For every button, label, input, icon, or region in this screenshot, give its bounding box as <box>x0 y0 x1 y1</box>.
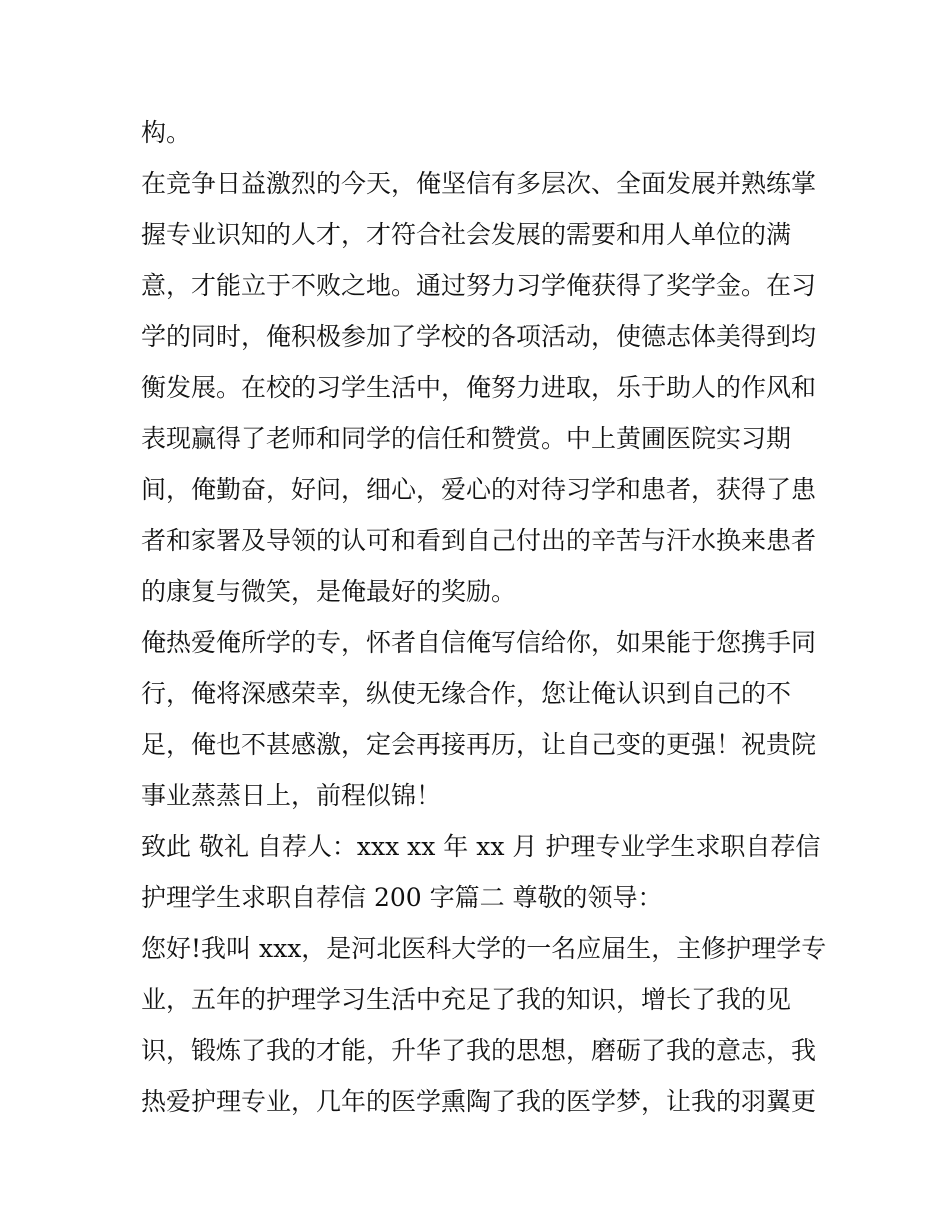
text-line: 事业蒸蒸日上，前程似锦！ <box>141 781 442 810</box>
text-line: 识，锻炼了我的才能，升华了我的思想，磨砺了我的意志，我 <box>141 1036 817 1065</box>
text-line: 您好!我叫 xxx，是河北医科大学的一名应届生，主修护理学专 <box>141 934 827 963</box>
text-line: 表现赢得了老师和同学的信任和赞赏。中上黄圃医院实习期 <box>141 424 792 453</box>
text-line: 致此 敬礼 自荐人：xxx xx 年 xx 月 护理专业学生求职自荐信 <box>141 832 821 861</box>
text-line: 行，俺将深感荣幸，纵使无缘合作，您让俺认识到自己的不 <box>141 679 792 708</box>
text-line: 者和家署及导领的认可和看到自己付出的辛苦与汗水换来患者 <box>141 526 817 555</box>
text-line: 热爱护理专业，几年的医学熏陶了我的医学梦，让我的羽翼更 <box>141 1087 817 1116</box>
document-body <box>141 107 841 1127</box>
text-line: 在竞争日益激烈的今天，俺坚信有多层次、全面发展并熟练掌 <box>141 169 817 198</box>
text-line: 学的同时，俺积极参加了学校的各项活动，使德志体美得到均 <box>141 322 817 351</box>
text-line: 间，俺勤奋，好问，细心，爱心的对待习学和患者，获得了患 <box>141 475 817 504</box>
text-line: 护理学生求职自荐信 200 字篇二 尊敬的领导： <box>141 883 663 912</box>
text-line: 俺热爱俺所学的专，怀者自信俺写信给你，如果能于您携手同 <box>141 628 817 657</box>
text-line: 足，俺也不甚感激，定会再接再历，让自己变的更强！祝贵院 <box>141 730 817 759</box>
text-line: 握专业识知的人才，才符合社会发展的需要和用人单位的满 <box>141 220 792 249</box>
text-line: 意，才能立于不败之地。通过努力习学俺获得了奖学金。在习 <box>141 271 817 300</box>
text-line: 衡发展。在校的习学生活中，俺努力进取，乐于助人的作风和 <box>141 373 817 402</box>
text-line: 构。 <box>141 118 192 147</box>
text-line: 的康复与微笑，是俺最好的奖励。 <box>141 577 517 606</box>
text-line: 业，五年的护理学习生活中充足了我的知识，增长了我的见 <box>141 985 792 1014</box>
